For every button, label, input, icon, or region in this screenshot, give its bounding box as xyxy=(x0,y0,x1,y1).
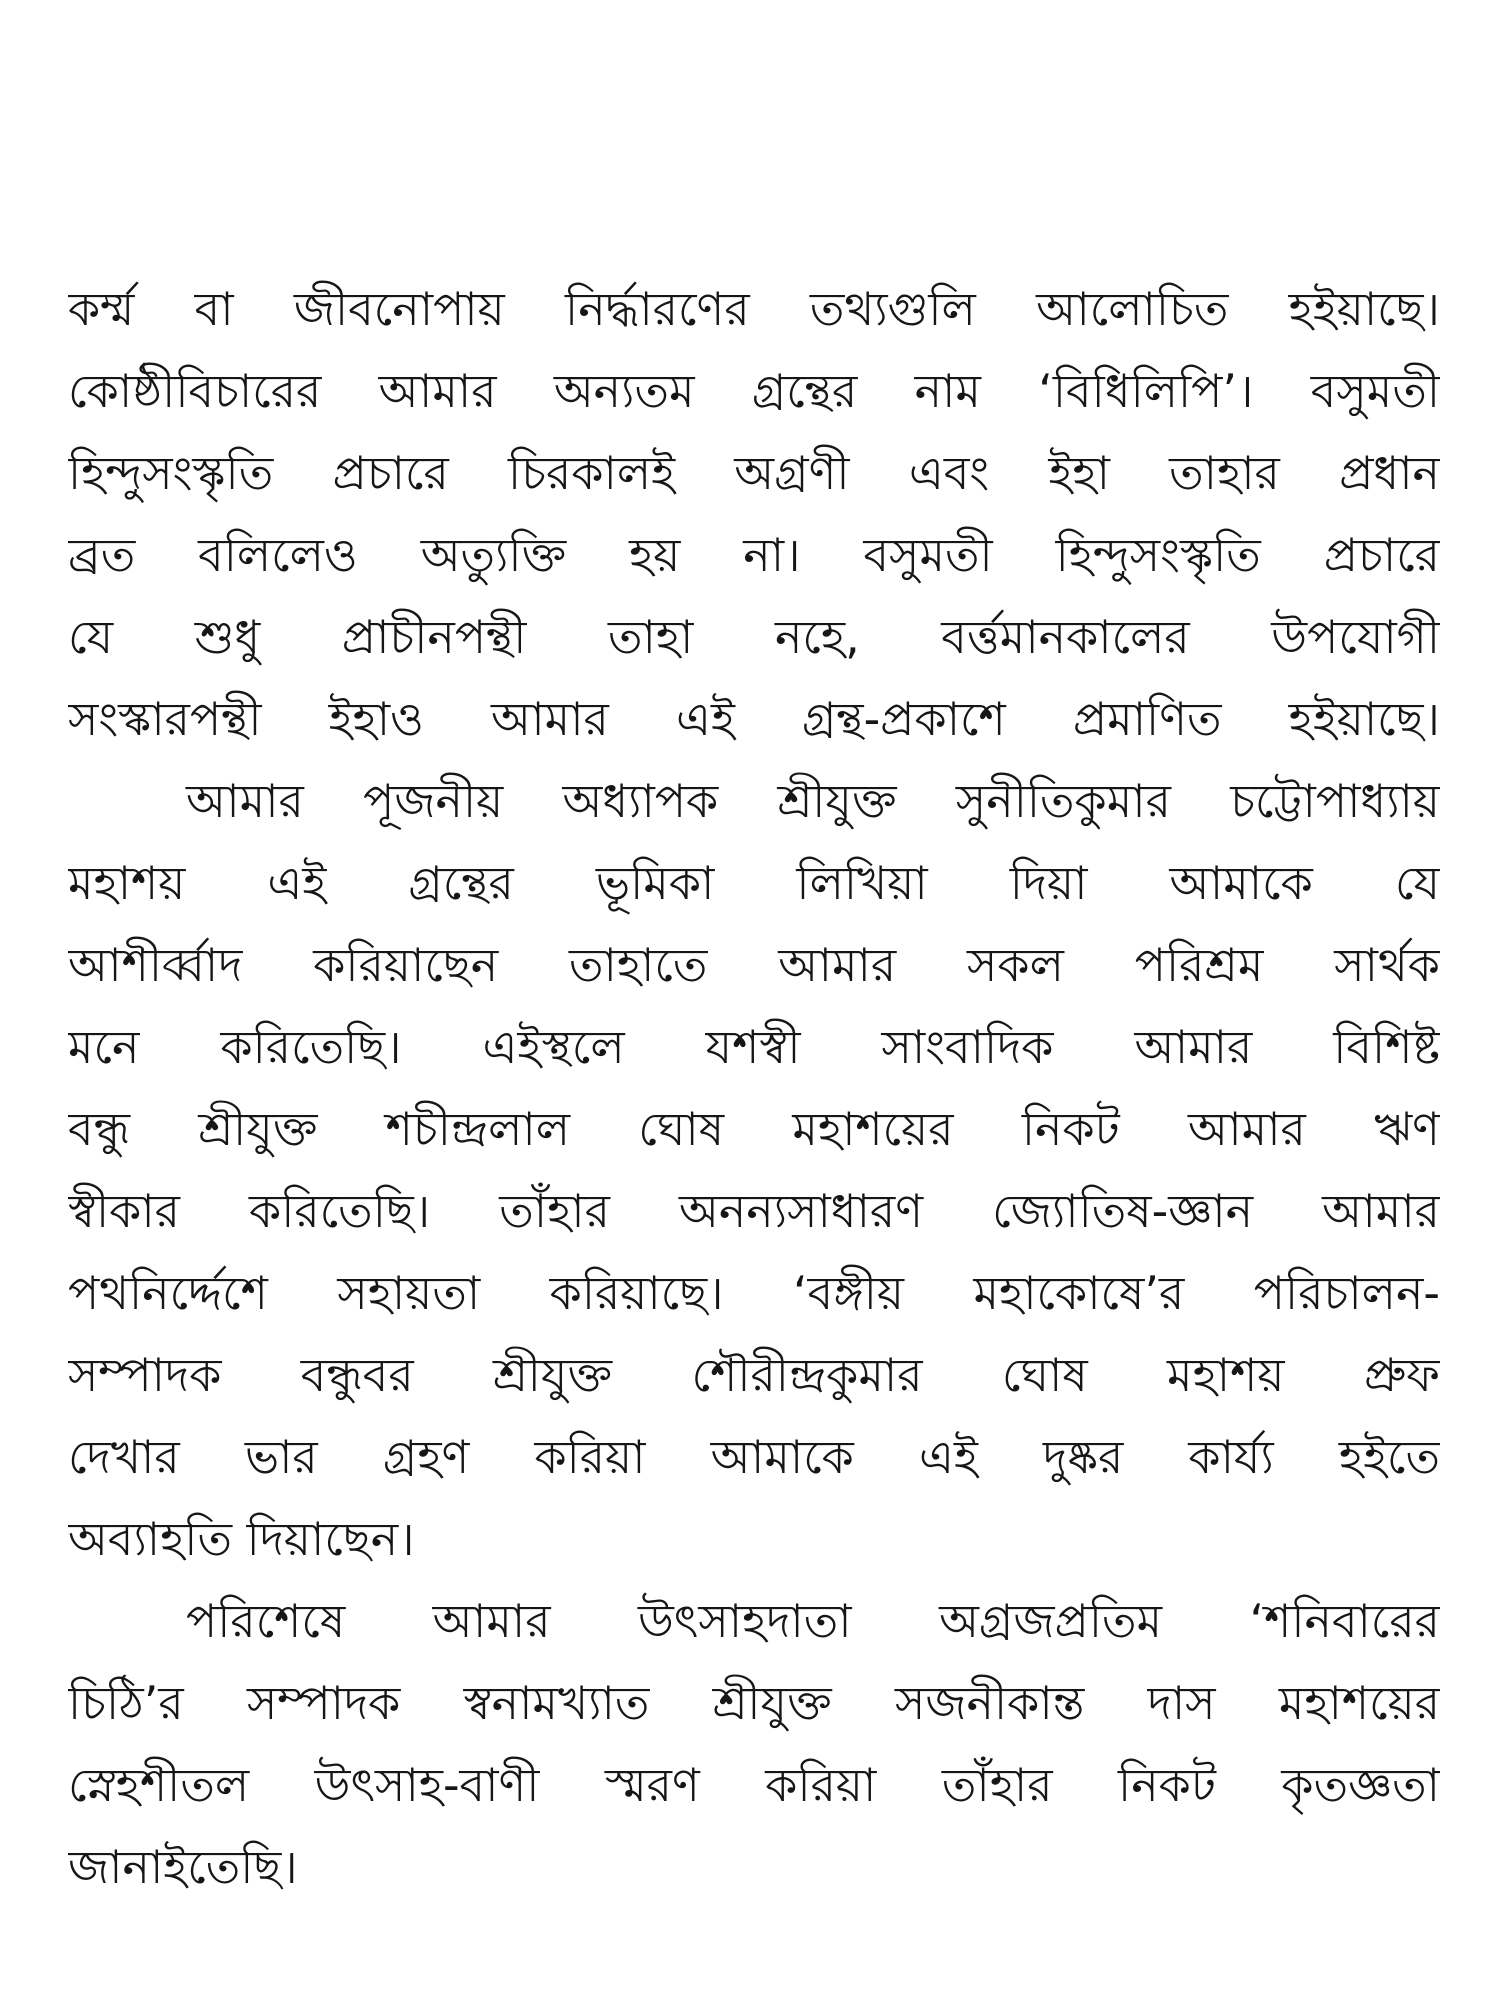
text-line: সংস্কারপন্থী ইহাও আমার এই গ্রন্থ-প্রকাশে প্রমাণিত হইয়াছে। xyxy=(68,692,1440,746)
text-line: সম্পাদক বন্ধুবর শ্রীযুক্ত শৌরীন্দ্রকুমার ঘোষ মহাশয় প্রুফ xyxy=(68,1348,1440,1402)
body-text xyxy=(68,268,1440,1908)
text-line: ব্রত বলিলেও অত্যুক্তি হয় না। বসুমতী হিন্দুসংস্কৃতি প্রচারে xyxy=(68,528,1440,582)
paragraph-2 xyxy=(68,760,1440,1580)
text-line: হিন্দুসংস্কৃতি প্রচারে চিরকালই অগ্রণী এবং ইহা তাহার প্রধান xyxy=(68,446,1440,500)
text-line: স্নেহশীতল উৎসাহ-বাণী স্মরণ করিয়া তাঁহার নিকট কৃতজ্ঞতা xyxy=(68,1758,1440,1812)
text-line: বন্ধু শ্রীযুক্ত শচীন্দ্রলাল ঘোষ মহাশয়ের নিকট আমার ঋণ xyxy=(68,1102,1440,1156)
text-line: পথনির্দ্দেশে সহায়তা করিয়াছে। ‘বঙ্গীয় মহাকোষে’র পরিচালন- xyxy=(68,1266,1440,1320)
text-line: চিঠি’র সম্পাদক স্বনামখ্যাত শ্রীযুক্ত সজনীকান্ত দাস মহাশয়ের xyxy=(68,1676,1440,1730)
paragraph-1 xyxy=(68,268,1440,760)
text-line: মনে করিতেছি। এইস্থলে যশস্বী সাংবাদিক আমার বিশিষ্ট xyxy=(68,1020,1440,1074)
text-line: অব্যাহতি দিয়াছেন। xyxy=(68,1512,415,1566)
text-line: দেখার ভার গ্রহণ করিয়া আমাকে এই দুষ্কর কার্য্য হইতে xyxy=(68,1430,1440,1484)
text-line: মহাশয় এই গ্রন্থের ভূমিকা লিখিয়া দিয়া আমাকে যে xyxy=(68,856,1440,910)
text-line: আশীর্ব্বাদ করিয়াছেন তাহাতে আমার সকল পরিশ্রম সার্থক xyxy=(68,938,1440,992)
text-line: কর্ম্ম বা জীবনোপায় নির্দ্ধারণের তথ্যগুলি আলোচিত হইয়াছে। xyxy=(68,282,1440,336)
text-line: আমার পূজনীয় অধ্যাপক শ্রীযুক্ত সুনীতিকুমার চট্টোপাধ্যায় xyxy=(186,774,1440,828)
text-line: যে শুধু প্রাচীনপন্থী তাহা নহে, বর্ত্তমানকালের উপযোগী xyxy=(68,610,1440,664)
text-line: জানাইতেছি। xyxy=(68,1840,298,1894)
paragraph-3 xyxy=(68,1580,1440,1908)
text-line: স্বীকার করিতেছি। তাঁহার অনন্যসাধারণ জ্যোতিষ-জ্ঞান আমার xyxy=(68,1184,1440,1238)
text-line: পরিশেষে আমার উৎসাহদাতা অগ্রজপ্রতিম ‘শনিবারের xyxy=(186,1594,1440,1648)
text-line: কোষ্ঠীবিচারের আমার অন্যতম গ্রন্থের নাম ‘বিধিলিপি’। বসুমতী xyxy=(68,364,1440,418)
